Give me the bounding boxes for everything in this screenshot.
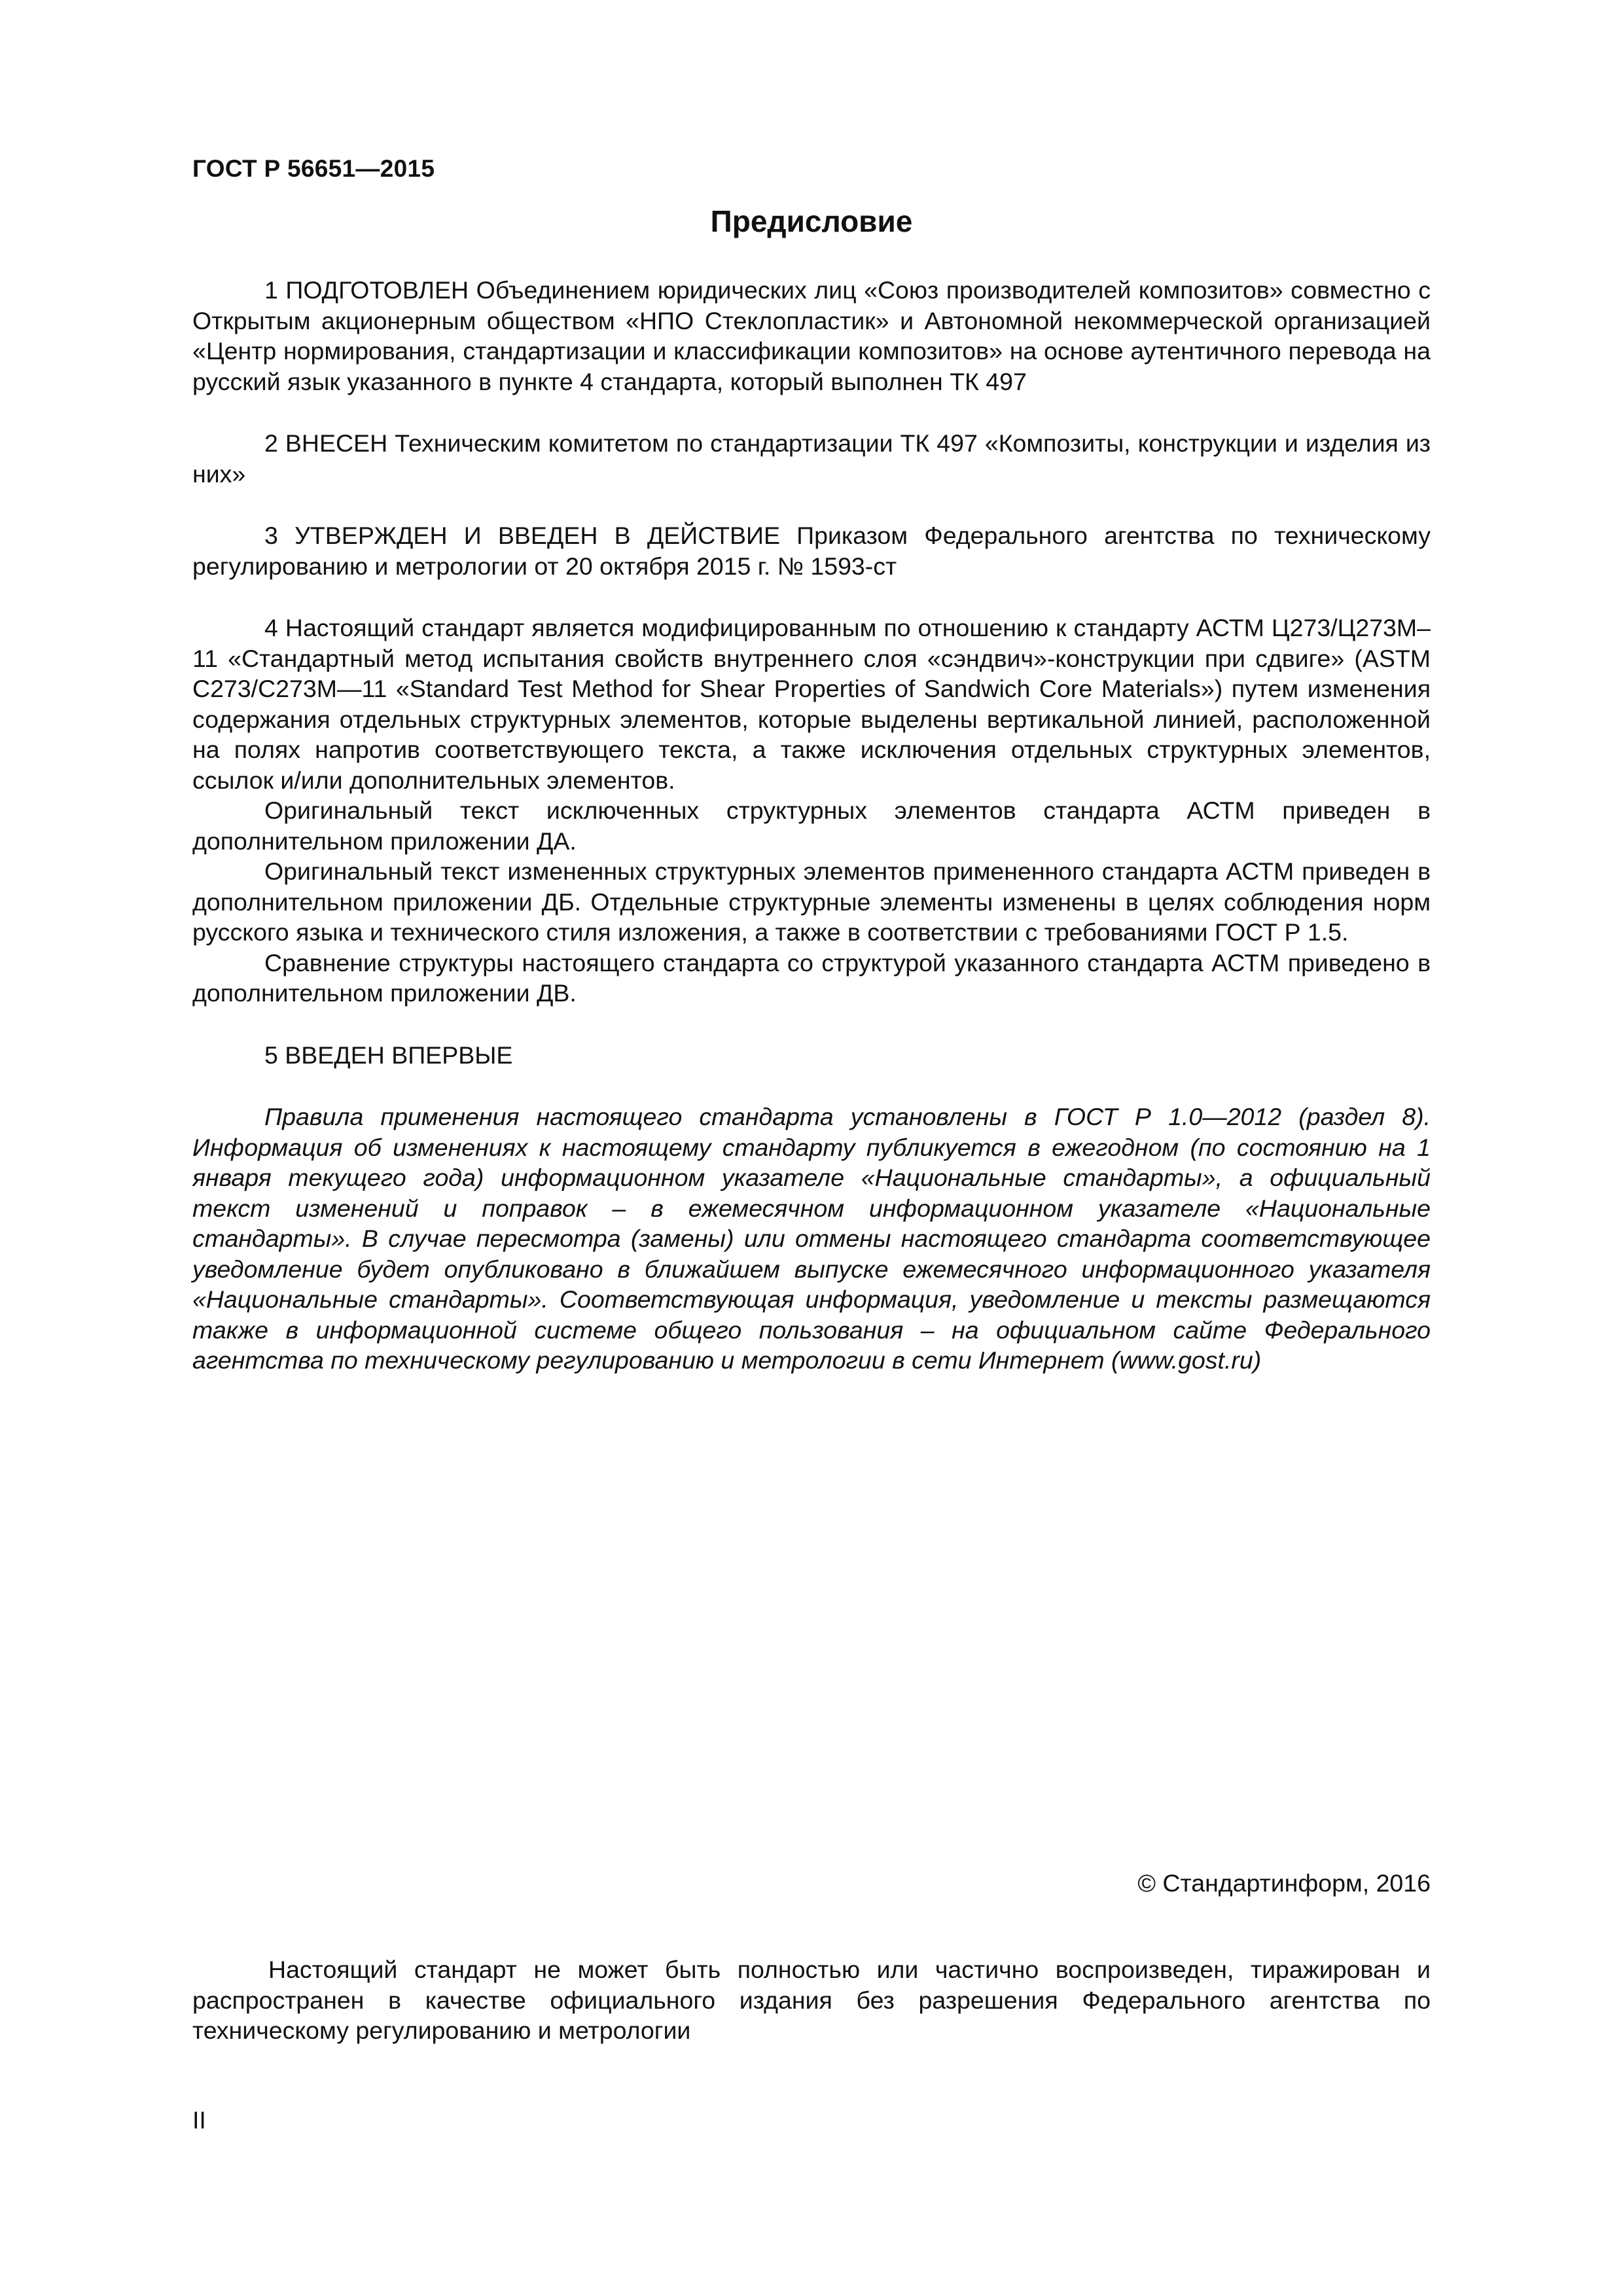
- paragraph-annex-da: Оригинальный текст исключенных структурных элементов стандарта АСТМ приведен в дополнительном приложении ДА.: [192, 797, 1431, 855]
- paragraph-application-rules: Правила применения настоящего стандарта установлены в ГОСТ Р 1.0—2012 (раздел 8). Информация об изменениях к настоящему стандарту публикуется в ежегодном (по состоянию на 1 января текущего года) информационном указателе «Национальные стандарты», а официальный текст изменений и поправок – в ежемесячном информационном указателе «Национальные стандарты». В случае пересмотра (замены) или отмены настоящего стандарта соответствующее уведомление будет опубликовано в ближайшем выпуске ежемесячного информационного указателя «Национальные стандарты». Соответствующая информация, уведомление и тексты размещаются также в информационной системе общего пользования – на официальном сайте Федерального агентства по техническому регулированию и метрологии в сети Интернет (www.gost.ru): [192, 1103, 1431, 1374]
- paragraph-submitted: 2 ВНЕСЕН Техническим комитетом по стандартизации ТК 497 «Композиты, конструкции и изделия из них»: [192, 429, 1431, 488]
- paragraph-approved: 3 УТВЕРЖДЕН И ВВЕДЕН В ДЕЙСТВИЕ Приказом Федерального агентства по техническому регулированию и метрологии от 20 октября 2015 г. № 1593-ст: [192, 522, 1431, 580]
- paragraph-introduced: 5 ВВЕДЕН ВПЕРВЫЕ: [264, 1041, 513, 1069]
- copyright-line: © Стандартинформ, 2016: [1137, 1869, 1431, 1897]
- paragraph-annex-dv: Сравнение структуры настоящего стандарта со структурой указанного стандарта АСТМ приведено в дополнительном приложении ДВ.: [192, 948, 1431, 1007]
- paragraph-modified-standard: 4 Настоящий стандарт является модифицированным по отношению к стандарту АСТМ Ц273/Ц273М–11 «Стандартный метод испытания свойств внутреннего слоя «сэндвич»-конструкции при сдвиге» (ASTM C273/C273M—11 «Standard Test Method for Shear Properties of Sandwich Core Materials») путем изменения содержания отдельных структурных элементов, которые выделены вертикальной линией, расположенной на полях напротив соответствующего текста, а также исключения отдельных структурных элементов, ссылок и/или дополнительных элементов.: [192, 614, 1431, 794]
- copyright-notice: Настоящий стандарт не может быть полностью или частично воспроизведен, тиражирован и распространен в качестве официального издания без разрешения Федерального агентства по техническому регулированию и метрологии: [192, 1956, 1431, 2044]
- page-number: II: [192, 2106, 206, 2134]
- paragraph-annex-db: Оригинальный текст измененных структурных элементов примененного стандарта АСТМ приведен в дополнительном приложении ДБ. Отдельные структурные элементы изменены в целях соблюдения норм русского языка и технического стиля изложения, а также в соответствии с требованиями ГОСТ Р 1.5.: [192, 857, 1431, 946]
- document-header: ГОСТ Р 56651—2015: [192, 155, 435, 182]
- page-title: Предисловие: [710, 204, 913, 238]
- foreword-body: [192, 275, 1431, 1376]
- paragraph-prepared: 1 ПОДГОТОВЛЕН Объединением юридических лиц «Союз производителей композитов» совместно с Открытым акционерным обществом «НПО Стеклопластик» и Автономной некоммерческой организацией «Центр нормирования, стандартизации и классификации композитов» на основе аутентичного перевода на русский язык указанного в пункте 4 стандарта, который выполнен ТК 497: [192, 276, 1431, 395]
